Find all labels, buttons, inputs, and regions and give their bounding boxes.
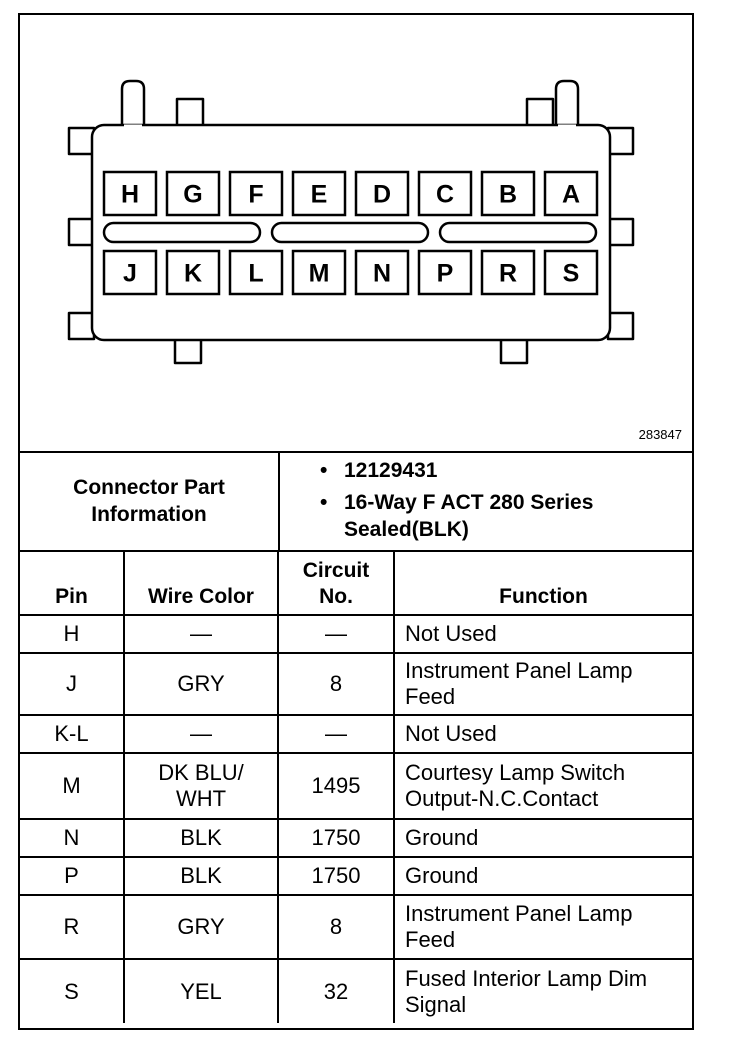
connector-part-info: [20, 451, 692, 552]
pin-label-b: B: [498, 180, 518, 209]
latch-post-left: [122, 81, 144, 129]
cell-circuit-no: 8: [278, 653, 394, 715]
header-wire-color: Wire Color: [124, 550, 278, 615]
pinout-rows: [20, 615, 692, 1023]
pin-label-h: H: [120, 180, 140, 209]
pin-label-j: J: [123, 259, 137, 288]
connector-face-svg: [20, 15, 692, 451]
table-row: [20, 857, 692, 895]
keying-bar-left: [104, 223, 260, 242]
cell-function: Not Used: [394, 715, 692, 753]
connector-sheet: [18, 13, 694, 1030]
cell-pin: K-L: [20, 715, 124, 753]
pin-label-d: D: [372, 180, 392, 209]
table-row: [20, 715, 692, 753]
pin-label-g: G: [183, 180, 203, 209]
part-number: • 12129431: [318, 457, 678, 484]
keying-bar-center: [272, 223, 428, 242]
cell-circuit-no: 8: [278, 895, 394, 959]
table-row: [20, 895, 692, 959]
cell-pin: M: [20, 753, 124, 819]
cell-pin: N: [20, 819, 124, 857]
cell-wire-color: BLK: [124, 857, 278, 895]
cell-circuit-no: —: [278, 615, 394, 653]
cell-function: Instrument Panel Lamp Feed: [394, 895, 692, 959]
figure-number: 283847: [638, 427, 682, 442]
cell-function: Ground: [394, 857, 692, 895]
keying-bar-right: [440, 223, 596, 242]
cell-function: Ground: [394, 819, 692, 857]
pin-label-a: A: [561, 180, 581, 209]
table-row: [20, 753, 692, 819]
pin-label-l: L: [248, 259, 264, 288]
cell-function: Instrument Panel Lamp Feed: [394, 653, 692, 715]
pin-label-k: K: [183, 259, 203, 288]
header-function: Function: [394, 550, 692, 615]
cell-function: Not Used: [394, 615, 692, 653]
right-ear-middle: [608, 219, 633, 245]
cell-wire-color: YEL: [124, 959, 278, 1023]
right-ear-top: [608, 128, 633, 154]
cell-pin: H: [20, 615, 124, 653]
connector-drawing: [20, 15, 692, 453]
top-tab-left: [177, 99, 203, 127]
cell-wire-color: GRY: [124, 895, 278, 959]
table-row: [20, 959, 692, 1023]
cell-wire-color: —: [124, 615, 278, 653]
cell-circuit-no: 1750: [278, 857, 394, 895]
cell-circuit-no: —: [278, 715, 394, 753]
pin-label-f: F: [248, 180, 264, 209]
pin-label-s: S: [562, 259, 580, 288]
connector-part-info-label: Connector Part Information: [20, 451, 280, 550]
pinout-table: [20, 550, 692, 1023]
cell-pin: J: [20, 653, 124, 715]
cell-circuit-no: 1495: [278, 753, 394, 819]
table-header-row: [20, 550, 692, 615]
cell-wire-color: GRY: [124, 653, 278, 715]
header-pin: Pin: [20, 550, 124, 615]
cell-circuit-no: 1750: [278, 819, 394, 857]
connector-description: • 16-Way F ACT 280 Series Sealed(BLK): [318, 489, 678, 543]
cell-circuit-no: 32: [278, 959, 394, 1023]
table-row: [20, 819, 692, 857]
cell-pin: P: [20, 857, 124, 895]
right-ear-bottom: [608, 313, 633, 339]
latch-post-right: [556, 81, 578, 129]
left-ear-bottom: [69, 313, 94, 339]
cell-function: Courtesy Lamp Switch Output-N.C.Contact: [394, 753, 692, 819]
cell-wire-color: BLK: [124, 819, 278, 857]
left-ear-middle: [69, 219, 94, 245]
header-circuit-no: Circuit No.: [278, 550, 394, 615]
cell-pin: R: [20, 895, 124, 959]
pin-label-c: C: [435, 180, 455, 209]
cell-wire-color: —: [124, 715, 278, 753]
connector-part-info-list: [318, 457, 678, 548]
table-row: [20, 653, 692, 715]
pin-label-e: E: [310, 180, 328, 209]
pin-label-p: P: [436, 259, 454, 288]
cell-pin: S: [20, 959, 124, 1023]
cell-wire-color: DK BLU/ WHT: [124, 753, 278, 819]
pin-label-m: M: [308, 259, 330, 288]
left-ear-top: [69, 128, 94, 154]
cell-function: Fused Interior Lamp Dim Signal: [394, 959, 692, 1023]
top-tab-right: [527, 99, 553, 127]
pin-label-n: N: [372, 259, 392, 288]
table-row: [20, 615, 692, 653]
pin-label-r: R: [498, 259, 518, 288]
